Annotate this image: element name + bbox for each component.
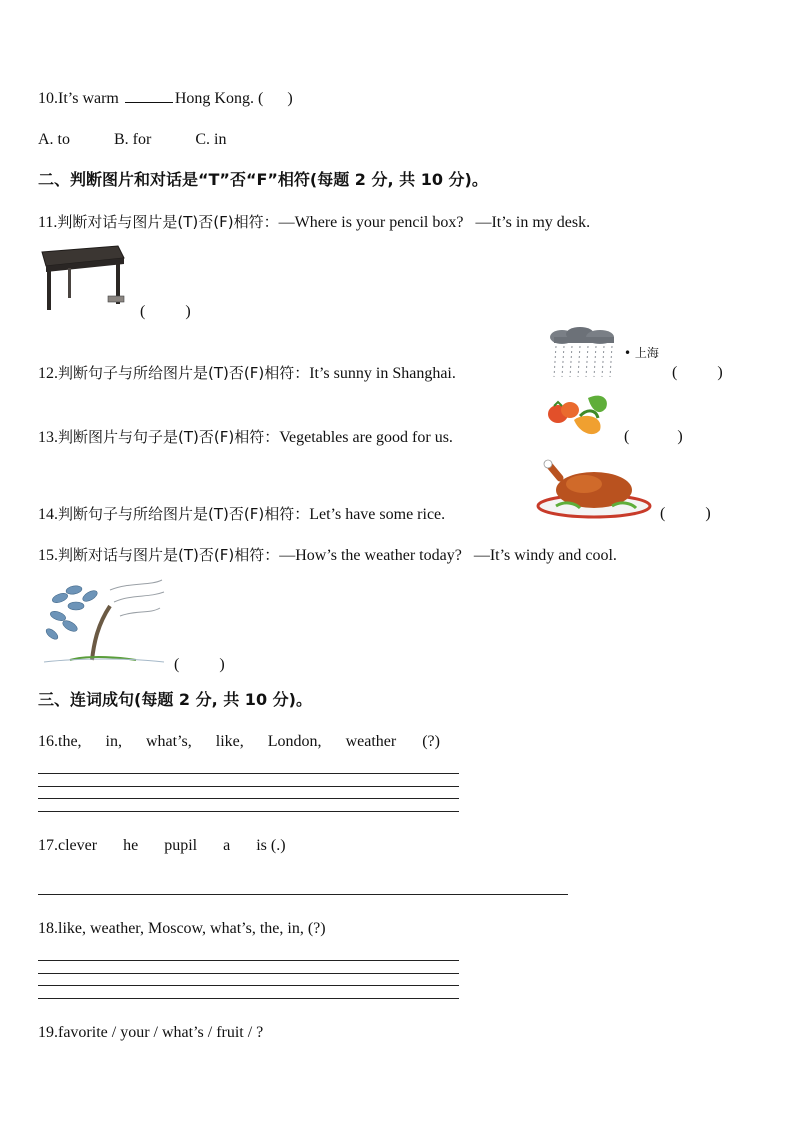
q14-prompt: 判断句子与所给图片是(T)否(F)相符：	[58, 505, 310, 523]
q16-word: weather	[345, 733, 397, 750]
q11-paren[interactable]: ( )	[140, 303, 191, 320]
desk-image	[38, 244, 128, 314]
rain-cloud-image	[548, 327, 620, 381]
q12-prompt: 判断句子与所给图片是(T)否(F)相符：	[58, 364, 310, 382]
q17-line	[38, 836, 286, 856]
roast-chicken-image	[536, 456, 656, 520]
q14-paren[interactable]: ( )	[660, 505, 711, 522]
q19-number: 19.	[38, 1024, 58, 1041]
q10-paren[interactable]: ( )	[257, 90, 293, 107]
q17-word: pupil	[164, 837, 198, 854]
q19-text: favorite / your / what’s / fruit / ?	[58, 1024, 264, 1041]
q10-option-b[interactable]: B. for	[114, 131, 152, 148]
q13-english: Vegetables are good for us.	[279, 429, 453, 446]
q16-answer-line[interactable]	[38, 811, 459, 812]
q13-paren[interactable]: ( )	[624, 428, 683, 445]
q17-word: clever	[58, 837, 98, 854]
q16-number: 16.	[38, 733, 58, 750]
q17-answer-line[interactable]	[38, 894, 568, 895]
q19-line	[38, 1023, 263, 1043]
q18-answer-line[interactable]	[38, 985, 459, 986]
section3-heading: 三、连词成句(每题 2 分, 共 10 分)。	[38, 690, 312, 709]
q16-word: in,	[105, 733, 122, 750]
q18-text: like, weather, Moscow, what’s, the, in, (?)	[58, 920, 326, 937]
q16-word: London,	[267, 733, 322, 750]
q11-number: 11.	[38, 214, 58, 231]
q15-line	[38, 545, 617, 566]
q16-answer-line[interactable]	[38, 773, 459, 774]
q17-number: 17.	[38, 837, 58, 854]
q17-word: a	[223, 837, 231, 854]
q14-english: Let’s have some rice.	[309, 506, 446, 523]
q10-options	[38, 130, 226, 150]
q11-english: —Where is your pencil box? —It’s in my desk.	[278, 214, 591, 231]
q18-number: 18.	[38, 920, 58, 937]
section2-heading: 二、判断图片和对话是“T”否“F”相符(每题 2 分, 共 10 分)。	[38, 170, 488, 189]
q18-answer-line[interactable]	[38, 973, 459, 974]
q10-option-c[interactable]: C. in	[195, 131, 227, 148]
q12-image-label: • 上海	[624, 346, 659, 360]
q15-english: —How’s the weather today? —It’s windy and cool.	[279, 547, 617, 564]
windy-tree-image	[40, 576, 166, 668]
q10-option-a[interactable]: A. to	[38, 131, 70, 148]
q18-answer-line[interactable]	[38, 998, 459, 999]
q15-paren[interactable]: ( )	[174, 656, 225, 673]
q11-prompt: 判断对话与图片是(T)否(F)相符：	[57, 213, 279, 231]
q16-line	[38, 732, 440, 752]
q10-answer-blank[interactable]	[125, 88, 173, 103]
q12-english: It’s sunny in Shanghai.	[309, 365, 456, 382]
q13-line	[38, 427, 453, 448]
q10-text-before: It’s warm	[58, 90, 119, 107]
q17-word: is (.)	[256, 837, 286, 854]
q16-word: what’s,	[146, 733, 192, 750]
q16-word: the,	[58, 733, 82, 750]
q15-prompt: 判断对话与图片是(T)否(F)相符：	[58, 546, 280, 564]
q17-word: he	[123, 837, 139, 854]
vegetables-image	[544, 390, 614, 440]
q15-number: 15.	[38, 547, 58, 564]
q18-answer-line[interactable]	[38, 960, 459, 961]
q16-answer-line[interactable]	[38, 786, 459, 787]
q12-line	[38, 363, 456, 384]
q14-number: 14.	[38, 506, 58, 523]
q16-answer-line[interactable]	[38, 798, 459, 799]
q11-line	[38, 212, 590, 233]
q14-line	[38, 504, 445, 525]
q12-paren[interactable]: ( )	[672, 364, 723, 381]
q12-number: 12.	[38, 365, 58, 382]
q10-number: 10.	[38, 90, 58, 107]
q18-line	[38, 919, 326, 939]
q16-word: like,	[215, 733, 244, 750]
q10-text-after: Hong Kong.	[174, 90, 254, 107]
q10-line	[38, 88, 293, 109]
q13-number: 13.	[38, 429, 58, 446]
q16-word: (?)	[422, 733, 440, 750]
q13-prompt: 判断图片与句子是(T)否(F)相符：	[58, 428, 280, 446]
